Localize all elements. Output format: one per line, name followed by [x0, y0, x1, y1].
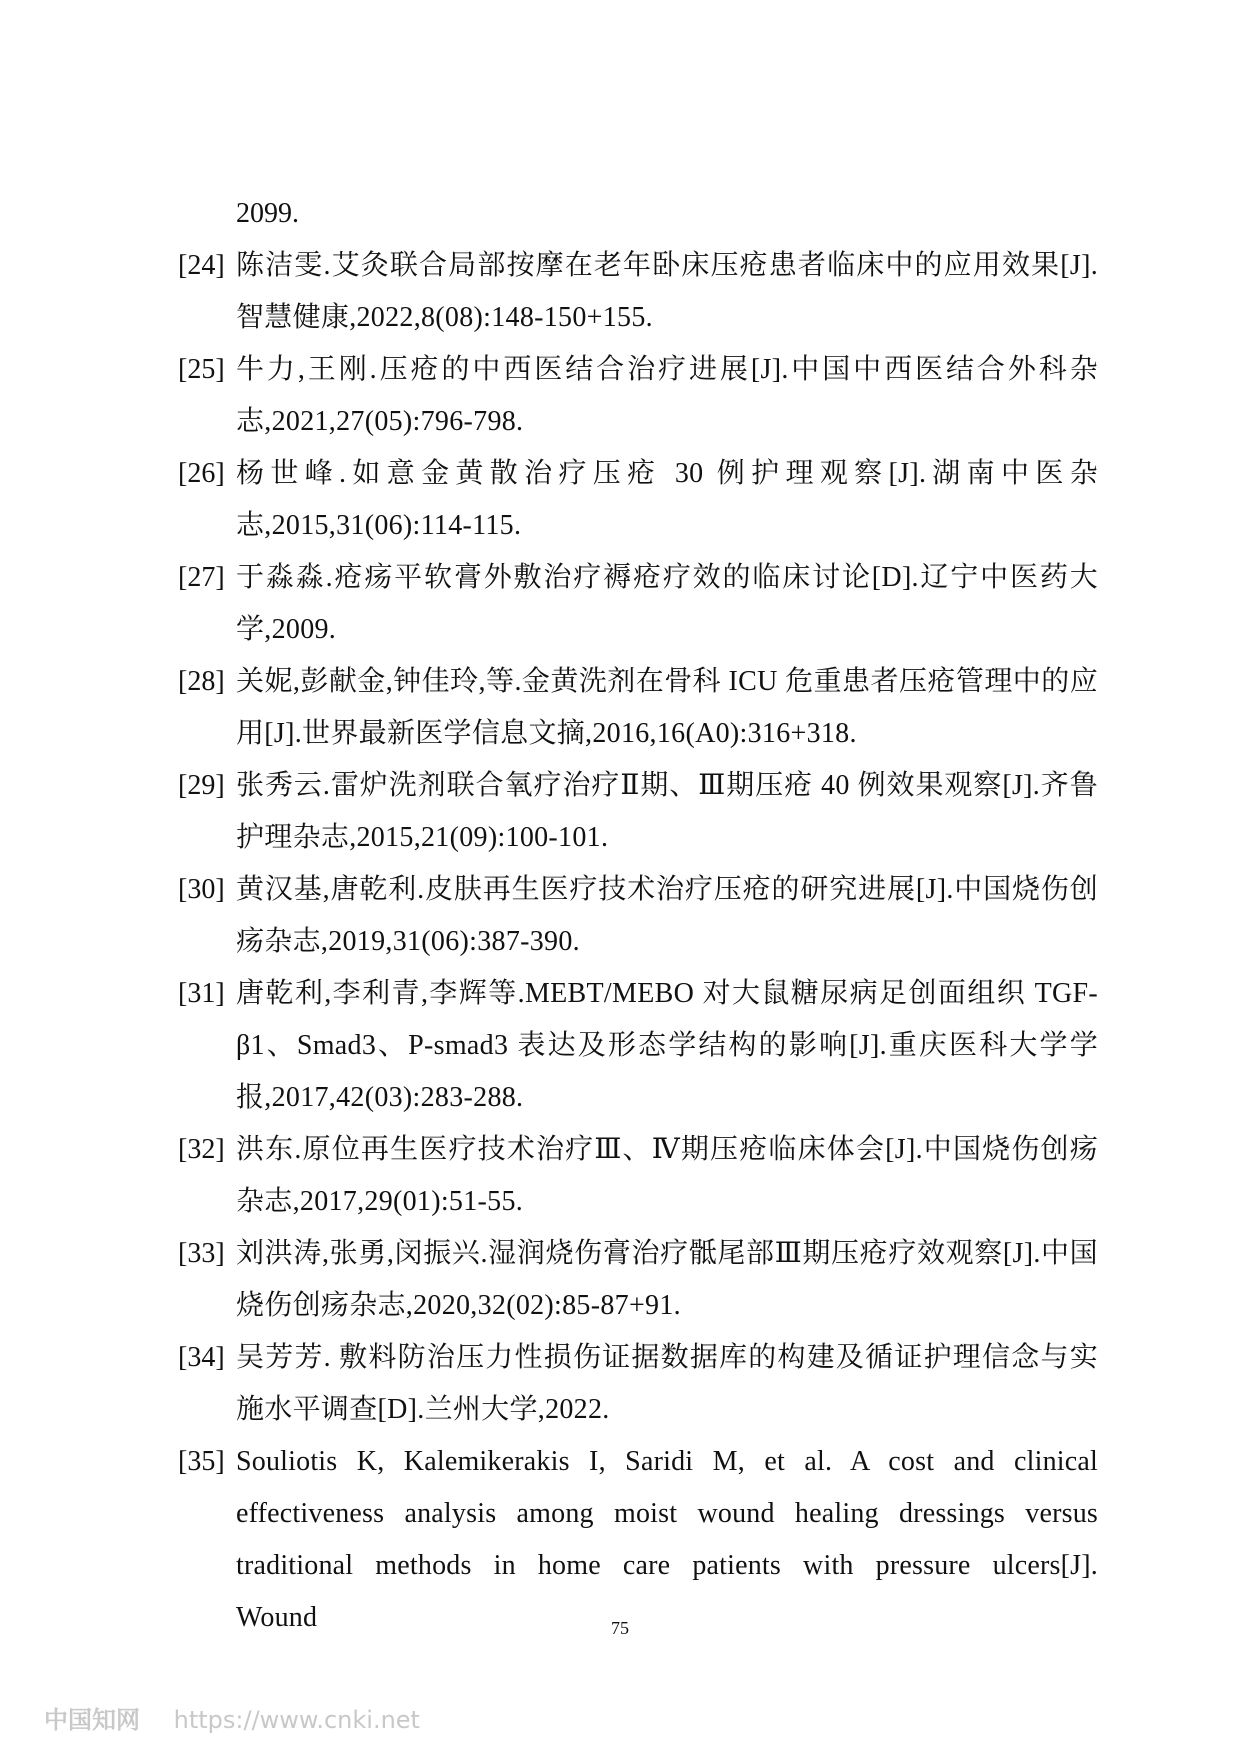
reference-item [178, 656, 1098, 760]
reference-text: 杨世峰.如意金黄散治疗压疮 30 例护理观察[J].湖南中医杂志,2015,31(06):114-115. [236, 458, 1098, 541]
reference-text: 关妮,彭献金,钟佳玲,等.金黄洗剂在骨科 ICU 危重患者压疮管理中的应用[J].世界最新医学信息文摘,2016,16(A0):316+318. [236, 666, 1098, 749]
reference-number: [27] [178, 562, 225, 593]
reference-text: 黄汉基,唐乾利.皮肤再生医疗技术治疗压疮的研究进展[J].中国烧伤创疡杂志,2019,31(06):387-390. [236, 874, 1098, 957]
cnki-watermark [44, 1700, 420, 1735]
reference-text: 于淼淼.疮疡平软膏外敷治疗褥疮疗效的临床讨论[D].辽宁中医药大学,2009. [236, 562, 1098, 645]
reference-number: [31] [178, 978, 225, 1009]
reference-text: 洪东.原位再生医疗技术治疗Ⅲ、Ⅳ期压疮临床体会[J].中国烧伤创疡杂志,2017,29(01):51-55. [236, 1134, 1098, 1217]
reference-number: [33] [178, 1238, 225, 1269]
reference-item [178, 448, 1098, 552]
reference-item [178, 760, 1098, 864]
reference-text: 吴芳芳. 敷料防治压力性损伤证据数据库的构建及循证护理信念与实施水平调查[D].兰州大学,2022. [236, 1342, 1098, 1425]
reference-text: 牛力,王刚.压疮的中西医结合治疗进展[J].中国中西医结合外科杂志,2021,27(05):796-798. [236, 354, 1098, 437]
watermark-url: https://www.cnki.net [173, 1706, 420, 1734]
reference-item [178, 1436, 1098, 1644]
reference-text: 张秀云.雷炉洗剂联合氧疗治疗Ⅱ期、Ⅲ期压疮 40 例效果观察[J].齐鲁护理杂志,2015,21(09):100-101. [236, 770, 1098, 853]
reference-item [178, 864, 1098, 968]
reference-continuation: 2099. [236, 198, 299, 229]
reference-item [178, 1332, 1098, 1436]
reference-item [178, 240, 1098, 344]
reference-number: [29] [178, 770, 225, 801]
reference-number: [34] [178, 1342, 225, 1373]
reference-item [178, 552, 1098, 656]
reference-list [178, 240, 1098, 1644]
reference-item [178, 968, 1098, 1124]
reference-number: [32] [178, 1134, 225, 1165]
reference-number: [28] [178, 666, 225, 697]
reference-item [178, 1228, 1098, 1332]
reference-item [178, 344, 1098, 448]
reference-text: 陈洁雯.艾灸联合局部按摩在老年卧床压疮患者临床中的应用效果[J].智慧健康,2022,8(08):148-150+155. [236, 250, 1098, 333]
reference-number: [25] [178, 354, 225, 385]
reference-text: 唐乾利,李利青,李辉等.MEBT/MEBO 对大鼠糖尿病足创面组织 TGF-β1、Smad3、P-smad3 表达及形态学结构的影响[J].重庆医科大学学报,2017,42(03):283-288. [236, 978, 1098, 1113]
reference-number: [26] [178, 458, 225, 489]
page-number: 75 [611, 1618, 629, 1638]
reference-text: Souliotis K, Kalemikerakis I, Saridi M, et al. A cost and clinical effectiveness analysis among moist wound healing dressings versus traditional methods in home care patients with pressure ulcers[J]. Wound [236, 1446, 1098, 1633]
watermark-brand: 中国知网 [44, 1706, 140, 1734]
reference-number: [30] [178, 874, 225, 905]
reference-text: 刘洪涛,张勇,闵振兴.湿润烧伤膏治疗骶尾部Ⅲ期压疮疗效观察[J].中国烧伤创疡杂志,2020,32(02):85-87+91. [236, 1238, 1098, 1321]
reference-number: [35] [178, 1446, 225, 1477]
reference-item [178, 1124, 1098, 1228]
reference-number: [24] [178, 250, 225, 281]
